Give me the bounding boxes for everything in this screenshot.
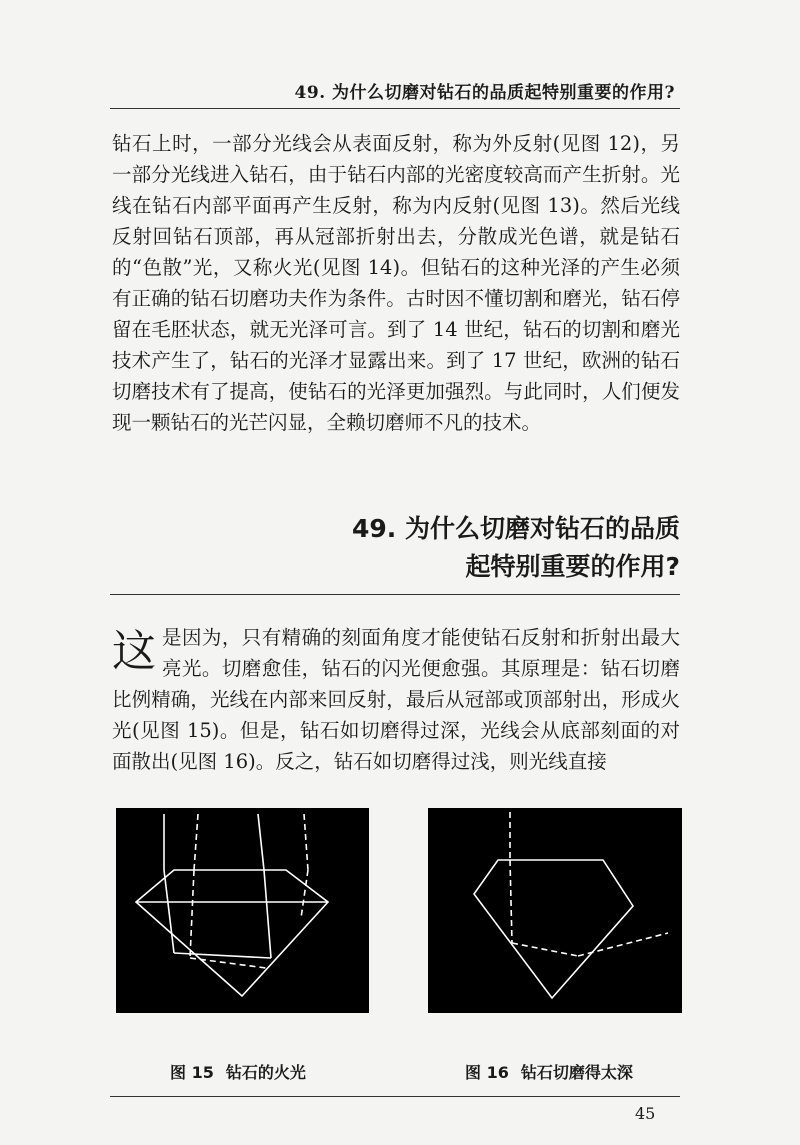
ray-4 xyxy=(304,814,308,870)
diamond-fire-diagram xyxy=(116,808,369,1013)
footer-divider xyxy=(110,1096,680,1097)
page-number: 45 xyxy=(635,1104,656,1123)
ray-3-inner xyxy=(264,870,271,958)
figure-15-caption-text: 钻石的火光 xyxy=(225,1063,306,1082)
internal-reflection-2 xyxy=(190,958,266,968)
figure-15-number: 图 15 xyxy=(170,1063,214,1082)
figure-15-caption xyxy=(170,1060,306,1083)
deep-diamond-outline xyxy=(474,860,633,998)
running-header: 49. 为什么切磨对钻石的品质起特别重要的作用? xyxy=(294,83,675,103)
section-title-line2: 起特别重要的作用? xyxy=(465,552,680,581)
ray-3 xyxy=(258,814,264,870)
ray-4-inner xyxy=(301,870,308,918)
figure-diamond-fire xyxy=(116,808,369,1013)
ray-2 xyxy=(194,814,198,870)
paragraph-intro: 钻石上时，一部分光线会从表面反射，称为外反射(见图 12)，另一部分光线进入钻石，由于钻石内部的光密度较高而产生折射。光线在钻石内部平面再产生反射，称为内反射(见图 13)。然后光线反射回钻石顶部，再从冠部折射出去，分散成光色谱，就是钻石的“色散”光，又称火光(见图 14)。但钻石的这种光泽的产生必须有正确的钻石切磨功夫作为条件。古时因不懂切割和磨光，钻石停留在毛胚状态，就无光泽可言。到了 14 世纪，钻石的切割和磨光技术产生了，钻石的光泽才显露出来。到了 17 世纪，欧洲的钻石切磨技术有了提高，使钻石的光泽更加强烈。与此同时，人们便发现一颗钻石的光芒闪显，全赖切磨师不凡的技术。 xyxy=(112,132,680,434)
paragraph-answer-text: 是因为，只有精确的刻面角度才能使钻石反射和折射出最大亮光。切磨愈佳，钻石的闪光便愈强。其原理是：钻石切磨比例精确，光线在内部来回反射，最后从冠部或顶部射出，形成火光(见图 15)。但是，钻石如切磨得过深，光线会从底部刻面的对面散出(见图 16)。反之，钻石如切磨得过浅，则光线直接 xyxy=(112,626,680,773)
figure-cut-too-deep xyxy=(428,808,682,1013)
ray-1-inner xyxy=(164,870,174,953)
section-divider xyxy=(110,594,680,595)
figure-16-caption-text: 钻石切磨得太深 xyxy=(520,1063,633,1082)
escaping-ray xyxy=(578,933,668,956)
figure-16-caption xyxy=(465,1060,633,1083)
refracted-ray xyxy=(510,860,512,943)
reflected-ray xyxy=(512,943,578,956)
section-title-line1: 49. 为什么切磨对钻石的品质 xyxy=(352,514,680,543)
diamond-outline xyxy=(136,870,328,996)
ray-2-inner xyxy=(190,870,194,958)
drop-cap: 这 xyxy=(112,626,156,677)
internal-reflection xyxy=(174,953,271,958)
cut-too-deep-diagram xyxy=(428,808,682,1013)
header-divider xyxy=(110,108,680,109)
section-title xyxy=(300,510,680,586)
figure-16-number: 图 16 xyxy=(465,1063,509,1082)
paragraph-answer xyxy=(112,622,680,777)
